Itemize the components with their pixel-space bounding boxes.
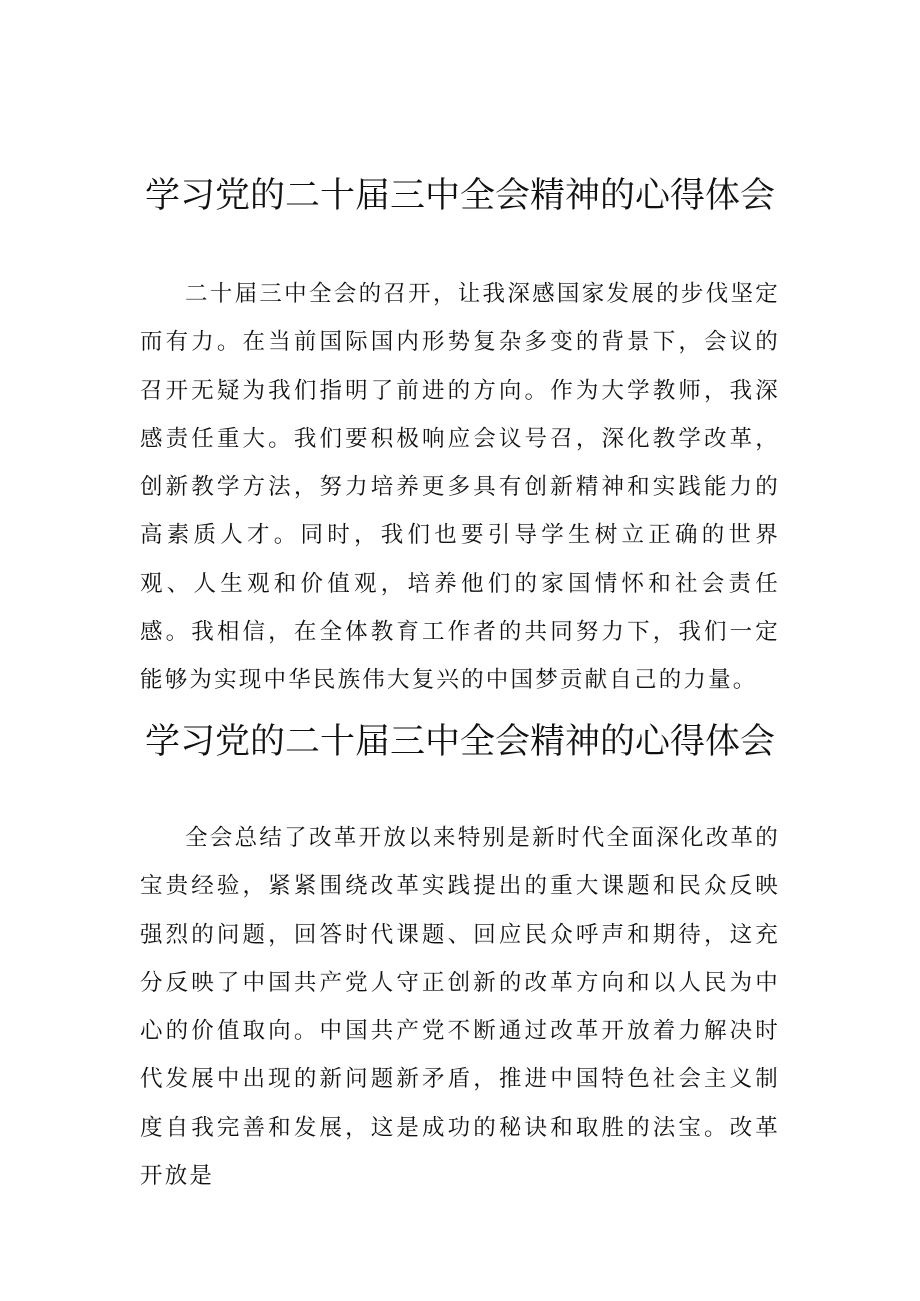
article-section-2 (0, 718, 920, 1190)
article-section-1 (0, 172, 920, 694)
section-2-heading: 学习党的二十届三中全会精神的心得体会 (144, 722, 775, 762)
section-1-paragraph: 二十届三中全会的召开，让我深感国家发展的步伐坚定而有力。在当前国际国内形势复杂多变的背景下，会议的召开无疑为我们指明了前进的方向。作为大学教师，我深感责任重大。我们要积极响应会议号召，深化教学改革，创新教学方法，努力培养更多具有创新精神和实践能力的高素质人才。同时，我们也要引导学生树立正确的世界观、人生观和价值观，培养他们的家国情怀和社会责任感。我相信，在全体教育工作者的共同努力下，我们一定能够为实现中华民族伟大复兴的中国梦贡献自己的力量。 (140, 281, 780, 694)
section-2-paragraph: 全会总结了改革开放以来特别是新时代全面深化改革的宝贵经验，紧紧围绕改革实践提出的重大课题和民众反映强烈的问题，回答时代课题、回应民众呼声和期待，这充分反映了中国共产党人守正创新的改革方向和以人民为中心的价值取向。中国共产党不断通过改革开放着力解决时代发展中出现的新问题新矛盾，推进中国特色社会主义制度自我完善和发展，这是成功的秘诀和取胜的法宝。改革开放是 (140, 825, 780, 1190)
section-1-heading: 学习党的二十届三中全会精神的心得体会 (144, 176, 775, 216)
